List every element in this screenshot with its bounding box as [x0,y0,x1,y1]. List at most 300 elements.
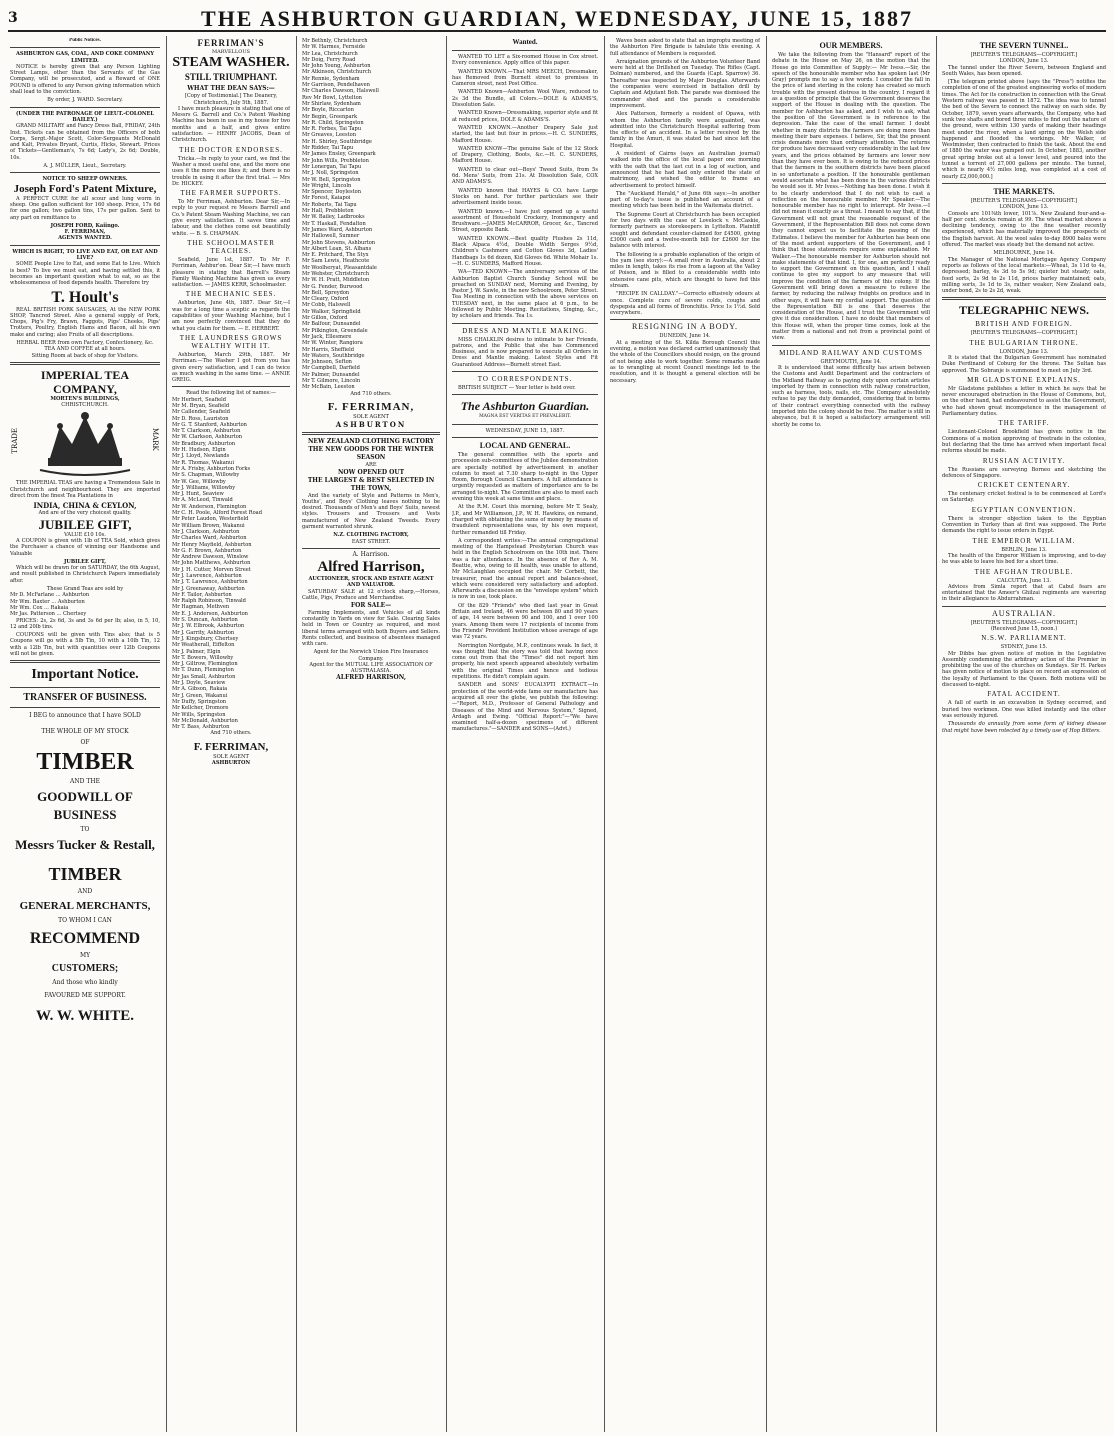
midland-text: It is understood that some difficulty has arisen between the Customs and Audit Department and the contractors of the Midland Railway as to paying duty upon certain articles imported by them in connection with railway construction, such as harness, tools, nails, etc. The Company absolutely refuse to pay the duty demanded, considering that in terms of their contract everything connected with the railway imported into the colony should be free. The matter is still in abeyance, but it is hoped a satisfactory arrangement will shortly be come to. [772,364,930,428]
cricket-heading: CRICKET CENTENARY. [977,481,1071,490]
customer-name: Mr J. Doyle, Seaview [172,680,226,687]
divider [302,548,440,549]
afghan-text: Advices from Simla report that at Cabul fears are entertained that the Ameer's Ghilzai regiments are wavering in their allegiance to Abdurrahman. [942,583,1106,603]
column-2 [172,38,290,1430]
tea-coffee: TEA AND COFFEE at all hours. [44,346,126,353]
wanted-ad: WANTED known.—I have just opened up a useful assortment of Household Crockery, Ironmongery and Brushware.—JAMES McCARROR, Grocer, &c., Tancred Street, opposite Bank. [452,208,598,234]
alfred-harrison-signature: ALFRED HARRISON, [336,673,406,681]
to-whom-line: TO WHOM I CAN [58,917,112,925]
divider [942,183,1106,184]
sheep-notice: NOTICE TO SHEEP OWNERS. [42,176,128,183]
prices-text: PRICES: 2s, 2s 6d, 3s and 3s 6d per lb; also, in 5, 10, 12 and 20lb tins. [10,617,160,630]
bulgarian-text: It is stated that the Bulgarian Government has nominated Duke Ferdinand of Coburg for the throne. The Sultan has approved. The Sobranje is summoned to meet on July 3rd. [942,354,1106,374]
customer-name: Mr James Ward, Ashburton [302,226,373,233]
kindly-line: And those who kindly [52,979,118,987]
russian-heading: RUSSIAN ACTIVITY. [982,456,1066,465]
customer-name: Mr Shirlaw, Sydenham [302,100,361,107]
fatal-text: A fall of earth in an excavation in Sydney occurred, and buried two workmen. One was killed instantly and the other was seriously injured. [942,700,1106,719]
local-paragraph: Waves been asked to state that an improptu meeting of the Ashburton Fire Brigade is tabulate this evening. A full attendance of Members is requested. [610,38,760,57]
customer-name: Mr Peter Laudon, Westerfield [172,516,249,523]
beg-line: I BEG to announce that I have SOLD [29,712,141,720]
customer-name: Mr W. Winter, Rangiora [302,340,363,347]
local-paragraph: "RECIPE IN CALLDAY."—Correcto effusively odours at once. Complete cure of severe colds, coughs and dyspepsia and all forms of Bronchitis. Price 1s 1½d. Sold everywhere. [610,291,760,317]
wanted-ad: WANTED KNOWN.—Best quality Flushes 2s 11d, Black Alpaca 4½d, Double Width Serges 9½d, Children's Cashmere and Cotton Gloves 3d, Ladies' Handbags 1s 6d dozen, Kid Gloves 6d. White Mohair 1s.—H. C. SUNDERS, Mafford House. [452,235,598,267]
customer-name: Mr Waters, Southbridge [302,352,365,359]
customer-name: Mr G. Fender, Burwood [302,283,363,290]
customer-name: Mr Andrew Dawson, Winslow [172,554,249,561]
agent-norwich: Agent for the Norwich Union Fire Insurance Company. [313,649,429,662]
afghan-heading: THE AFGHAN TROUBLE. [974,567,1074,576]
customer-name: Mr McBain, Leeston [302,384,355,391]
which-is-right: WHICH IS RIGHT, TO LIVE AND EAT, OR EAT AND LIVE? [12,248,158,262]
customer-name: Mr D. Ross, Lauriston [172,415,229,422]
customer-name: Mr W. Clarkson, Ashburton [172,434,243,441]
hoults-text: REAL BRITISH PORK SAUSAGES, At the NEW PORK SHOP, Tancred Street. Also a general supply of Pork, Chops, Pig's Fry, Brawn, Faggots, Pigs' Cheeks, Pigs' Trotters, Poultry, English Hams and Bacon, all his own make and curing; also Fruits of all descriptions. [10,306,160,338]
wanted-ad: WANTED Known—Ashburton Wool Ware, reduced to 2s 3d the Bundle, all Colors.—DOLE & ADAMS'S, Dissolution Sale. [452,89,598,109]
column-rule [446,36,447,1432]
customer-name: Mr E. Pritchard, The Styx [302,252,369,259]
local-paragraph: A resident of Cairns (says an Australian journal) walked into the office of the local paper one morning with the oath that the last cut in a log of suction, and announced that he had had only entered the state of matrimony, and wished the editor to frame an advertisement to protect himself. [610,151,760,189]
divider [10,687,160,688]
customer-name: Mr John Matthews, Ashburton [172,560,251,567]
ferriman-signature: F. FERRIMAN, [327,400,415,413]
wanted-ads-list [452,54,598,320]
nsw-text: Mr Dibbs has given notice of motion in the Legislative Assembly condemning the arbitrary action of the Premier in prohibiting the use of the churches on Sundays. Sir H. Parkes has given notice of motion to place on record an expression of the loyalty of Parliament to the Queen. Both motions will be discussed to-night. [942,650,1106,689]
divider [452,323,598,324]
column-rule [604,36,605,1432]
customer-name: Mr J. Giltrow, Flemington [172,661,238,668]
members-text: We take the following from the "Hansard" report of the debate in the House on May 26, on the motion that the House go into Committee of Supply:— Mr Ivess.—Sir, the speech of the honourable member who has spoken last (Mr Gray) prompts me to say a few words. I consider the fall in the price of land sterling in the colony has created so much trouble with the present distress in the country. I regard it as a question of principle that the Government deserves the support of the House in dealing with the question. The member for Ashburton has asked, and I wish to ask, what the position of the Government is in reference to the depression. Take the case of the small farmer. I doubt whether in many districts the farmers are doing more than meeting their bare expenses. I believe, Sir, that the present crisis demands more than ordinary attention. The returns for produce have decreased very considerably in the last few years, and the prices obtained by farmers are lower now than they have ever been. It is owing to the reduced prices that the farmers in the southern districts have been placed in so unfortunate a position. If the honourable gentleman would ascertain what has been done in the various districts he would see it. Mr Ivess.—Nothing has been done. I wish it to be clearly understood that I do not wish to cast a reflection on the honourable member. Mr Speaker.—The honourable member has no right to interrupt. Mr Ivess.—I did not mean it exactly as a threat. I meant to say that, if the Government will not grant the reasonable request of the Government, if the Representation Bill does not come down they cannot expect us to facilitate the passing of the Estimates. I believe the member for Ashburton has been one of the most ardent supporters of the Government, and I think that those statements require some explanation. Mr Walker.—The honourable member for Ashburton should not make statements of that kind. I, for one, am perfectly ready to support the Government on this question, and I shall continue to give my support to any measure that will improve the condition of the farmers of this colony. If the Government will bring down a measure to relieve the farmer, by reducing the railway freights on produce and in other ways, it will have my cordial support. The question of the Representation Bill is one that deserves the consideration of the House, and I trust the Government will give it due consideration. I have no doubt that members of this House will, when the proper time comes, look at the matter from a national and not from a provincial point of view. [772,52,930,342]
local-paragraph: The following is a probable explanation of the origin of the yam (see story):—A small river in Australia, about 2 miles in length, takes its rise from a lagoon at the Valley of Poison, and is filled to a considerable width into extensive cane pits, which are thought to have fed this stream. [610,251,760,289]
divider [302,432,440,435]
customer-name: Mr J. Green, Wakanui [172,692,228,699]
customer-name: Mr Pilkington, Greendale [302,327,368,334]
customer-name: Mr Begin, Greenpark [302,113,358,120]
ferriman-signature: F. FERRIMAN, [193,740,269,753]
sole-agent: SOLE AGENT [353,413,389,420]
harrison-label: A. Harrison. [352,550,390,558]
severn-heading: THE SEVERN TUNNEL. [979,41,1069,50]
general-merchants: GENERAL MERCHANTS, [19,900,151,913]
customer-name: Mr W. Bailey, Ladbrooks [302,214,365,221]
customer-name: Mr Garrison, Pendelhaven [302,82,370,89]
markets-text: Consols are 101⅜th lower, 101⅞. New Zealand four-and-a-half per cent. stocks remain at 99. The wheat market shows a declining tendency, owing to the fine weather recently experienced, which has materially improved the prospects of the English harvest. At the wool sales to-day 8900 bales were offered. The market was steady but the demand not active. [942,210,1106,249]
divider [452,424,598,425]
nsw-heading: N.S.W. PARLIAMENT. [981,634,1067,643]
customer-name: Mr Johnson, Sefton [302,359,352,366]
eat-text: SOME People Live to Eat, and some Eat to Live. Which is best? To live we must eat, and having settled this, it becomes an important question what to eat, so as the wholesomeness of food depends health. Therefore try [10,261,160,287]
local-paragraph: Alex Patterson, formerly a resident of Opawa, with whom the Ashburton family were acquainted, was admitted into the Christchurch Hospital suffering from the effects of an accident. In a letter received by the family in the Amuri, it was stated he had since left the Hospital. [610,111,760,149]
of-line: OF [80,739,90,747]
customer-name: Mr G. T. Stanford, Ashburton [172,421,247,428]
christchurch: CHRISTCHURCH. [61,402,109,409]
divider [10,707,160,708]
customer-name: Mr Atkinson, Christchurch [302,69,371,76]
telegraphic-news-heading: TELEGRAPHIC NEWS. [958,303,1090,318]
customer-name: Mr W. Gee, Willowby [172,478,226,485]
marvellous-line: MARVELLOUS [212,49,250,55]
our-members-heading: OUR MEMBERS. [819,41,883,50]
customer-name: Mr John Young, Ashburton [302,63,371,70]
customer-name: Mr Jas Small, Ashburton [172,673,236,680]
customer-name: Mr Kellcher, Dromore [172,705,229,712]
hoults-heading: T. Hoult's [51,288,119,306]
guardian-title: The Ashburton Guardian. [460,399,590,414]
herbal-beer: HERBAL BEER from own Factory, Confectionery, &c. [16,339,154,346]
tea-agent: Mr Jas. Patterson ... Chertsey [10,611,87,618]
emperor-text: The health of the Emperor William is improving, and to-day he was able to leave his bed for a short time. [942,552,1106,566]
wanted-ad: WANTED KNOW—The genuine Sale of the 12 Stock of Drapery, Clothing, Boots, &c.—H. C. SUNDERS, Mafford House. [452,145,598,165]
severn-text: The tunnel under the River Severn, between England and South Wales, has been opened. [942,64,1106,77]
local-paragraph: Norrington Nordgate, M.P., continues weak. In fact, it was thought that the story was told that having once come out from that the "Times" did not report him properly, his next speech appeared absolutely verbatim with the original Times and hence and tedious repetitions. He didn't complain again. [452,642,598,681]
customer-name: Mr Doig, Ferry Road [302,56,356,63]
local-paragraph: Arraignation grounds of the Ashburton Volunteer Band were held at the Drillshed on Tuesday. The Rifles (Capt. Dolman) numbered, and the Guards (Capt. Sparrow) 36. Thereafter was inspected by Major Douglas. Afterwards the companies were exercised in battalion drill by Captain and Adjutant Bob. The parade was dismissed the commander shed and the parade a considerable improvement. [610,58,760,109]
ball-notice: GRAND MILITARY and Fancy Dress Ball, FRIDAY, 24th Inst. Tickets can be obtained from the Officers of both Corps, Sergt.-Major Scott, Color-Sergeants McDonald and Kalt, Privates Bryant, Curtis, Hicks, Stewart. Prices of Tickets—Gentleman's, 7s 6d; Lady's, 2s 6d; Double, 10s. [10,123,160,161]
deanery-line: [Copy of Testimonial.] The Deanery, Christchurch, July 5th, 1887. [184,93,278,106]
customer-name: Mr T. Haskall, Fendalton [302,220,366,227]
resigning-heading: RESIGNING IN A BODY. [631,322,739,332]
divider [10,245,160,246]
largest-line: THE LARGEST & BEST SELECTED IN THE TOWN, [307,476,435,492]
new-goods-line: THE NEW GOODS FOR THE WINTER SEASON [308,446,434,462]
divider [610,319,760,320]
customer-name: Mr Campbell, Darfield [302,365,360,372]
customer-name: Mr T. Bass, Ashburton [172,724,230,731]
tariff-text: Lieutenant-Colonel Brookfield has given notice in the Commons of a motion approving of freetrade in the colonies, but declaring that the time has arrived when important fiscal reforms should be made. [942,429,1106,455]
customer-name: Mr G. F. Brown, Ashburton [172,547,242,554]
trade-mark-block [10,408,160,480]
divider [452,394,598,395]
dress-mantle-heading: DRESS AND MANTLE MAKING. [462,326,588,335]
customer-name: Mr R. Forbes, Tai Tapu [302,126,362,133]
tea-agents-list [10,592,160,617]
ashburton-line: ASHBURTON [211,760,251,767]
alfred-harrison-heading: Alfred Harrison, [317,559,425,576]
trade-label: TRADE [11,428,19,455]
farmer-testimonial: To Mr Ferriman, Ashburton. Dear Sir,—In reply to your request re Messrs Barrell and Co.'s Patent Steam Washing Machine, we can give every satisfaction. It saves time and labour, and the clothes come out beautifully white. — B. S. CHAPMAN. [172,199,290,237]
local-paragraph: The "Auckland Herald," of June 6th says:—In another part of to-day's issue is published an account of a meeting which has been held in the Waitemata district. [610,190,760,210]
whole-stock-line: THE WHOLE OF MY STOCK [41,728,129,736]
customer-name: Mr Jack, Ellesmere [302,333,352,340]
guardian-motto: MAGNA EST VERITAS ET PREVALEBIT. [479,414,571,420]
midland-date: GREYMOUTH, June 14. [820,358,882,365]
schoolmaster-testimonial: Seafield, June 1st, 1887. To Mr F. Ferriman, Ashbur'on. Dear Sir,—I have much pleasure in stating that Barrell's Steam Family Washing Machine has given us every satisfaction. — JAMES KERR, Schoolmaster. [172,256,290,289]
clothing-text: And the variety of Style and Patterns in Men's, Youths', and Boys' Clothing leaves nothing to be desired. Thousands of Men's and Boys' Suits, newest styles. Trousers and Trousers and Vests manufactured of New Zealand Tweeds. Every garment warranted shrunk. [302,492,440,530]
customer-name: Mr T. Clarkson, Ashburton [172,428,241,435]
chalklin-notice: MISS CHALKLIN desires to intimate to her Friends, patrons, and the Public that she has Commenced Business, and is now prepared to execute all Orders in Dress and Mantle making. Latest Styles and Fit Guaranteed Address—Burnett street East. [452,336,598,368]
customer-name: Mr A. Frisby, Ashburton Forks [172,465,251,472]
schoolmaster-heading: THE SCHOOLMASTER TEACHES. [187,238,275,255]
customer-name: Mr Palmer, Dunsandel [302,371,360,378]
severn-text-2: [The telegram printed above (says the "Press") notifies the completion of one of the greatest engineering works of modern times. The Act for its construction in connection with the Great Western railway was passed in 1872. The idea was to tunnel the bed of the Severn to connect the railway on each side. By October, 1879, seven years afterwards, the Company, who had sunk two shafts and bored three miles to find out the nature of the ground, were within 130 yards of making their headings meet under the river, when a land spring on the Welsh side happened and flooded the workings. Mr Walker, of Westminster, then contracted to finish the task. About the end of 1880 the water was pumped out. In October, 1883, another great spring broke out at a lower level, and poured into the tunnel a torrent of 27,000 gallons per minute. The tunnel, which is nearly 4½ miles long, was completed at a cost of nearly £2,000,000.] [942,79,1106,180]
severn-source: [REUTER'S TELEGRAMS—COPYRIGHT.] [970,52,1078,58]
gas-signed: By order, J. WARD. Secretary. [47,97,123,104]
divider [452,50,598,51]
customer-name: Mr J. Greenaway, Ashburton [172,585,245,592]
now-opened-line: NOW OPENED OUT [337,468,405,476]
afghan-date: CALCUTTA, June 13. [996,577,1051,584]
white-signature: W. W. WHITE. [36,1008,134,1025]
customer-name: Mr J. Williams, Willowby [172,484,236,491]
customer-name: Mr J. Clarkson, Ashburton [172,528,240,535]
customer-name: Mr James Ensley, Greenpark [302,151,376,158]
divider [942,606,1106,607]
dean-testimonial: I have much pleasure in stating that one of Messrs G. Barrell and Co.'s Patent Washing Machine has been in use in my house for two months and a half, and gives entire satisfaction. — HENRY JACOBS, Dean of Christchurch. [172,105,290,144]
customer-name: Mr Woolheryat, Pleasantdale [302,264,377,271]
my-line: MY [79,952,91,960]
transfer-heading: TRANSFER OF BUSINESS. [23,692,147,704]
doctor-testimonial: Tricka.—In reply to your card, we find the Washer a most useful one, and the more one uses it the more one likes it; and there is no trouble in using it after the first trial. — Mrs Dr. HICKEY. [172,155,290,187]
divider [452,437,598,438]
divider [10,660,160,663]
customer-name: Mr John Wills, Prebbleton [302,157,369,164]
tucker-restall: Messrs Tucker & Restall, [15,837,155,853]
customer-name: Mr C. H. Poole, Alford Forest Road [172,510,262,517]
melbourne-text: The Manager of the National Mortgage Agency Company reports as follows of the local markets:—Wheat, 3s 11d to 4s, depressed; barley, 4s 3d to 5s 9d; quieter but steady; oats, feed sorts, 2s 9d to 2s 11d, prices barley maintained; oats, milling sorts, 3s 1d to 3s, rather weaker; New Zealand oats, under bond, 2s to 2s 2d, weak. [942,256,1106,295]
nz-clothing-factory: NEW ZEALAND CLOTHING FACTORY [307,438,435,446]
mechanic-testimonial: Ashburton, June 4th, 1887. Dear Sir,—I was for a long time a sceptic as regards the capabilities of your Washing Machine, but I am now perfectly convinced that they do what you claim for them. — E. HERBERT. [172,300,290,332]
ferrimans-heading: FERRIMAN'S [197,38,265,48]
ball-signed: A. J. MÜLLER, Lieut., Secretary. [43,163,127,170]
jubilee-gift-2: JUBILEE GIFT, [63,558,106,565]
customer-name: Mr F. Tailor, Ashburton [172,591,232,598]
patent-mixture-heading: Joseph Ford's Patent Mixture, [13,182,157,195]
midland-heading: MIDLAND RAILWAY AND CUSTOMS [779,348,923,357]
customer-name: Mr W. Anderson, Flemington [172,503,247,510]
nsw-date: SYDNEY, June 15. [1000,644,1048,651]
customer-name: Mr Gillon, Oxford [302,315,348,322]
customer-name: Mr T. Dunn, Flemington [172,667,234,674]
saturday-sale: SATURDAY SALE at 12 o'clock sharp,—Horses, Cattle, Pigs, Produce and Merchandise. [302,588,440,602]
column-1 [10,38,160,1430]
bulgarian-heading: THE BULGARIAN THRONE. [969,338,1079,347]
masthead [8,6,1106,32]
customer-name: Mr Lonergan, Tai Tapu [302,163,362,170]
customer-name: Mr J. W. Elbrook, Ashburton [172,623,245,630]
customer-name: Mr Cleary, Oxford [302,296,349,303]
gladstone-heading: MR GLADSTONE EXPLAINS. [967,375,1081,384]
customer-name: Mr Wright, Lincoln [302,182,352,189]
customer-names-list-continued [302,38,440,391]
customer-name: Mr Callender, Seafield [172,409,230,416]
customer-name: Mr Wills, Springston [172,711,226,718]
laundress-heading: THE LAUNDRESS GROWS WEALTHY WITH IT. [179,333,283,350]
patronage-line: (UNDER THE PATRONAGE OF LIEUT.-COLONEL BAILEY.) [15,110,155,123]
column-6 [772,38,930,1430]
customer-name: Mr J. Lawrence, Ashburton [172,573,242,579]
local-paragraph: At the R.M. Court this morning, before Mr T. Sealy, J.P., and Mr Williamson, J.P., W. H. Hawkins, on remand, charged with obtaining the sums of money by means of fraudulent representations was, by his own request, further remanded till Friday. [452,504,598,536]
correspondents-text: BRITISH SUBJECT — Your letter is held over. [458,385,576,392]
jubilee-gift-heading: JUBILEE GIFT, [38,516,132,532]
customer-name: Mr Balfour, Dunsandel [302,321,361,328]
doctor-heading: THE DOCTOR ENDORSES. [179,145,283,154]
customer-name: Mr E. J. Anderson, Ashburton [172,610,248,617]
customer-name: Mr Duffy, Springston [172,698,227,705]
tea-agent: Mr D. McFarlane ... Ashburton [10,592,90,599]
column-7 [942,38,1106,1430]
wanted-ad: WANTED Known—Dressmaking, superior style and fit at reduced prices, DOLE & ADAMS'S. [452,110,598,123]
what-dean-says: WHAT THE DEAN SAYS:— [187,85,275,93]
to-line: TO [80,826,90,834]
recommend-heading: RECOMMEND [29,930,141,948]
correspondents-heading: TO CORRESPONDENTS. [477,375,573,384]
divider [10,107,160,108]
customer-name: Mr Charles Ward, Ashburton [172,535,247,542]
wanted-ad: WA—TED KNOWN—The anniversary services of the Ashburton Baptist Church Sunday School will be preached on SUNDAY next, Morning and Evening, by Pastor J. W. Sawle, in the new Schoolroom, Peter Street. Tea Meeting in connection with the above services on TUESDAY next, in the same place at 6 p.m., to be followed by Public Meeting. Recitations, Singing, &c., by scholars and friends. Tea 1s. [452,269,598,320]
markets-source: [REUTER'S TELEGRAMS—COPYRIGHT.] [970,197,1078,204]
customer-name: Mr J. Noll, Springston [302,170,359,177]
customer-name: Mr A. McLeod, Tinwald [172,497,233,504]
mark-label: MARK [151,428,159,452]
auctioneer-line: AUCTIONEER, STOCK AND ESTATE AGENT AND VALUATOR. [308,576,434,589]
resigning-text: At a meeting of the St. Kilda Borough Council this evening, a motion was declared carried unanimously that the whole of the Councillors should resign, on the ground of not being able to work together. Some remarks made as to wrangling at recent Council meetings led to the resolution, and it is thought a general election will be necessary. [610,339,760,384]
tf-source: [REUTER'S TELEGRAMS—COPYRIGHT.] [970,330,1078,337]
wanted-ad: WANTED to clear out—Boys' Tweed Suits, from 5s 6d. Mens' Suits, from 21s. At Dissolution Sale, COX AND ADAMS'S. [452,166,598,186]
public-notices-heading: Public Notices. [69,38,101,43]
names-heading: Read the following list of names:— [186,390,276,397]
divider [172,386,290,387]
mixture-text: A PERFECT CURE for all scour and lung worm in sheep. One gallon sufficient for 160 sheep. Price, 17s 6d for one gallon; two gallon tins, 17s per gallon. Sent to any part on remittance to [10,195,160,221]
customer-name: Mr J. Palmer, Elgin [172,648,221,655]
crown-emblem-icon [30,408,140,478]
timber-heading-2: TIMBER [48,864,122,885]
divider [942,297,1106,300]
india-china-ceylon: INDIA, CHINA & CEYLON, [33,501,137,511]
wanted-ad: WANTED KNOWN.—That MRS MEECH, Dressmaker, has Removed from Burnett street to premises in Cameron street, next Post Office. [452,68,598,88]
customer-name: Mr Spencer, Doyleston [302,189,361,196]
customer-name: Mr J. Garrity, Ashburton [172,629,235,636]
jubilee-text: Which will be drawn for on SATURDAY, the 6th August, and result published in Christchurch Papers immediately after. [10,565,160,584]
masthead-title: THE ASHBURTON GUARDIAN, WEDNESDAY, JUNE 15, 1887 [201,6,913,31]
russian-text: The Russians are surveying Borneo and sketching the defences of Singapore. [942,466,1106,479]
customer-name: Mr Walker, Springfield [302,308,361,315]
gladstone-text: Mr Gladstone publishes a letter in which he says that he never encouraged obstruction in the House of Commons, but, on the other hand, had endeavoured to assist the Government, who had shown great incompetence in the management of Parliamentary duties. [942,385,1106,418]
sale-text: Farming Implements, and Vehicles of all kinds constantly in Yards on view for Sale. Clearing Sales held in Town or Country as required, and most liberal terms arranged with both Buyers and Sellers. Rents collected, and business of absentees managed with care. [302,609,440,648]
column-4 [452,38,598,1430]
wanted-ad: WANTED known that HAYES & CO. have Large Stocks on hand. For further particulars see their advertisement inside issue. [452,187,598,207]
are-line: ARE [365,462,377,469]
customer-name: Mr J. T. Lawrence, Ashburton [172,579,248,586]
local-paragraph: A correspondent writes:—The annual congregational meeting of the Hampstead Presbyterian Church was held in the English Schoolroom on the 10th inst. There was a fair attendance. In the absence of Rev A. M. Beattie, who, owing to ill health, was unable to attend, Mr McLaughlan occupied the chair. Mr Corbett, the treasurer, read the annual report and balance-sheet, which were considered very satisfactory and adopted. Afterwards a discussion on the "envelope system" which is now in use, took place. [452,537,598,601]
gas-company-heading: ASHBURTON GAS, COAL, AND COKE COMPANY LIMITED. [15,51,155,64]
column-rule [296,36,297,1432]
resigning-date: DUNEDIN, June 14. [659,333,711,340]
names-more: And 710 others. [350,390,392,397]
timber-heading: TIMBER [36,749,134,776]
names-more: And 710 others. [210,730,252,737]
east-street-line: EAST STREET. [351,538,391,545]
wanted-ad: WANTED TO LET a Six-roomed House in Cox street. Every convenience. Apply office of this paper. [452,54,598,67]
customer-name: Mr Rennie, Sydenham [302,75,360,82]
still-triumphant: STILL TRIUMPHANT. [184,72,278,83]
wanted-heading: Wanted. [512,38,538,46]
emperor-heading: THE EMPEROR WILLIAM. [972,536,1076,545]
customer-name: Mr R. Child, Springston [302,119,364,126]
ashburton-line: ASHBURTON [335,420,407,430]
important-notice-heading: Important Notice. [31,667,139,683]
coupon-text: A COUPON is given with 1lb of TEA Sold, which gives the Purchaser a chance of winning our Handsome and Valuable [10,537,160,557]
local-paragraph: The general committee with the sports and procession sub-committees of the Jubilee demonstration are specially notified by advertisement in another column to meet at 7.30 sharp to-night in the Upper Room, Borough Council Chambers. A full attendance is urgently requested as matters of importance are to be arranged to-night. The Committee are also to meet each evening this week at same time and place. [452,451,598,503]
customer-name: Mr Webster, Christchurch [302,270,370,277]
customer-names-list [172,397,290,731]
markets-heading: THE MARKETS. [993,186,1055,196]
steam-washer-heading: STEAM WASHER. [172,55,290,71]
divider [10,362,160,365]
hop-bitters-ad: Thousands do annually from some form of kidney disease that might have been rotected by a timely use of Hop Bitters. [942,721,1106,734]
divider [10,47,160,48]
cricket-text: The centenary cricket festival is to be commenced at Lord's on Saturday. [942,491,1106,504]
received-line: (Received June 15, noon.) [990,626,1058,632]
customer-name: Mr S. Chapman, Willowby [172,472,240,479]
customer-name: Mr Bell, Spreydon [302,289,350,296]
customer-name: Mr W. H. Pratt, Middleton [302,277,370,284]
customer-name: Mr J. Hunt, Seaview [172,491,224,498]
customer-name: Mr J. H. Cutter, Morven Street [172,566,251,573]
customer-name: Mr H. Hudson, Elgin [172,447,226,454]
melbourne-date: MELBOURNE, June 14. [993,250,1055,257]
customer-name: Mr J. Kingsbury, Chertsey [172,635,239,642]
and-line: AND [77,888,93,896]
customer-name: Mr Bethnly, Christchurch [302,38,368,44]
column-rule [166,36,167,1432]
customer-name: Mr John Stevens, Ashburton [302,239,376,246]
tariff-heading: THE TARIFF. [998,419,1050,428]
ferriman-name: F. FERRIMAN, [64,229,106,236]
mortens-buildings: MORTEN'S BUILDINGS, [50,395,120,402]
column-5 [610,38,760,1430]
mechanic-heading: THE MECHANIC SEES. [185,290,277,299]
agents-wanted: AGENTS WANTED. [58,235,112,242]
customer-name: Mr T. Gilmore, Lincoln [302,378,361,385]
customer-name: Mr R. Thomas, Wakanui [172,459,234,466]
customer-name: Mr Ridder, Tai Tapu [302,145,354,152]
gas-notice: NOTICE is hereby given that any Person Lighting Street Lamps, other than the Servants of the Gas Company, will be prosecuted, and a Reward of ONE POUND is offered to any Person giving information which shall lead to the conviction. [10,63,160,96]
tea-agent: Mr Wm. Cox ... Rakaia [10,604,69,611]
imperial-tea-heading: IMPERIAL TEA COMPANY, [40,367,130,396]
egyptian-heading: EGYPTIAN CONVENTION. [971,505,1077,514]
au-source: [REUTER'S TELEGRAMS—COPYRIGHT.] [970,619,1078,626]
local-paragraph: The Supreme Court at Christchurch has been occupied for two days with the case of Lovelock v. McCaskie, formerly partners as storekeepers in Lyttelton. Plaintiff sought and defendant counter-claimed for £4500, giving £3000 cash and a twelve-month bill for £2600 for the balance with interest. [610,211,760,250]
customer-name: Mr J. Lloyd, Newlands [172,453,230,460]
column-rule [766,36,767,1432]
divider [452,371,598,372]
customer-name: Mr Forest, Kaiapoi [302,195,351,202]
mixture-name: JOSEPH FORD, Kaiingo. [50,222,120,229]
customer-name: Mr McDonald, Ashburton [172,717,238,724]
customer-name: Mr Bradbury, Ashburton [172,440,236,447]
favoured-line: FAVOURED ME SUPPORT. [44,992,126,1000]
customer-name: Mr Harris, Sheffield [302,346,355,353]
customer-name: Mr Hallowell, Sumner [302,233,360,240]
customer-name: Mr Hall, Prebbleton [302,208,354,215]
customer-name: Mr Boyle, Riccarton [302,107,354,114]
egyptian-text: There is stronger objection taken to the Egyptian Convention in Turkey than at first was supposed. The Porte demands the right to issue orders in Egypt. [942,515,1106,535]
nz-factory-line: N.Z. CLOTHING FACTORY, [333,532,409,539]
customer-name: Mr T. Bowers, Willowby [172,654,234,661]
fatal-heading: FATAL ACCIDENT. [987,690,1061,699]
divider [772,345,930,346]
customer-name: Mr Cobb, Halswell [302,302,351,309]
local-general-heading: LOCAL AND GENERAL. [479,440,571,450]
customer-name: Mr A. Gibson, Rakaia [172,686,228,693]
tea-agent: Mr Wm. Baxter ... Ashburton [10,598,85,605]
sitting-room: Sitting Room at back of shop for Visitors. [31,352,139,359]
farmer-heading: THE FARMER SUPPORTS. [180,189,282,198]
for-sale-heading: FOR SALE— [350,602,392,610]
customer-name: Mr M. Bryan, Seafield [172,402,230,409]
customer-name: Mr Lea, Christchurch [302,50,358,57]
customer-name: Mr Roberts, Tai Tapu [302,201,357,208]
